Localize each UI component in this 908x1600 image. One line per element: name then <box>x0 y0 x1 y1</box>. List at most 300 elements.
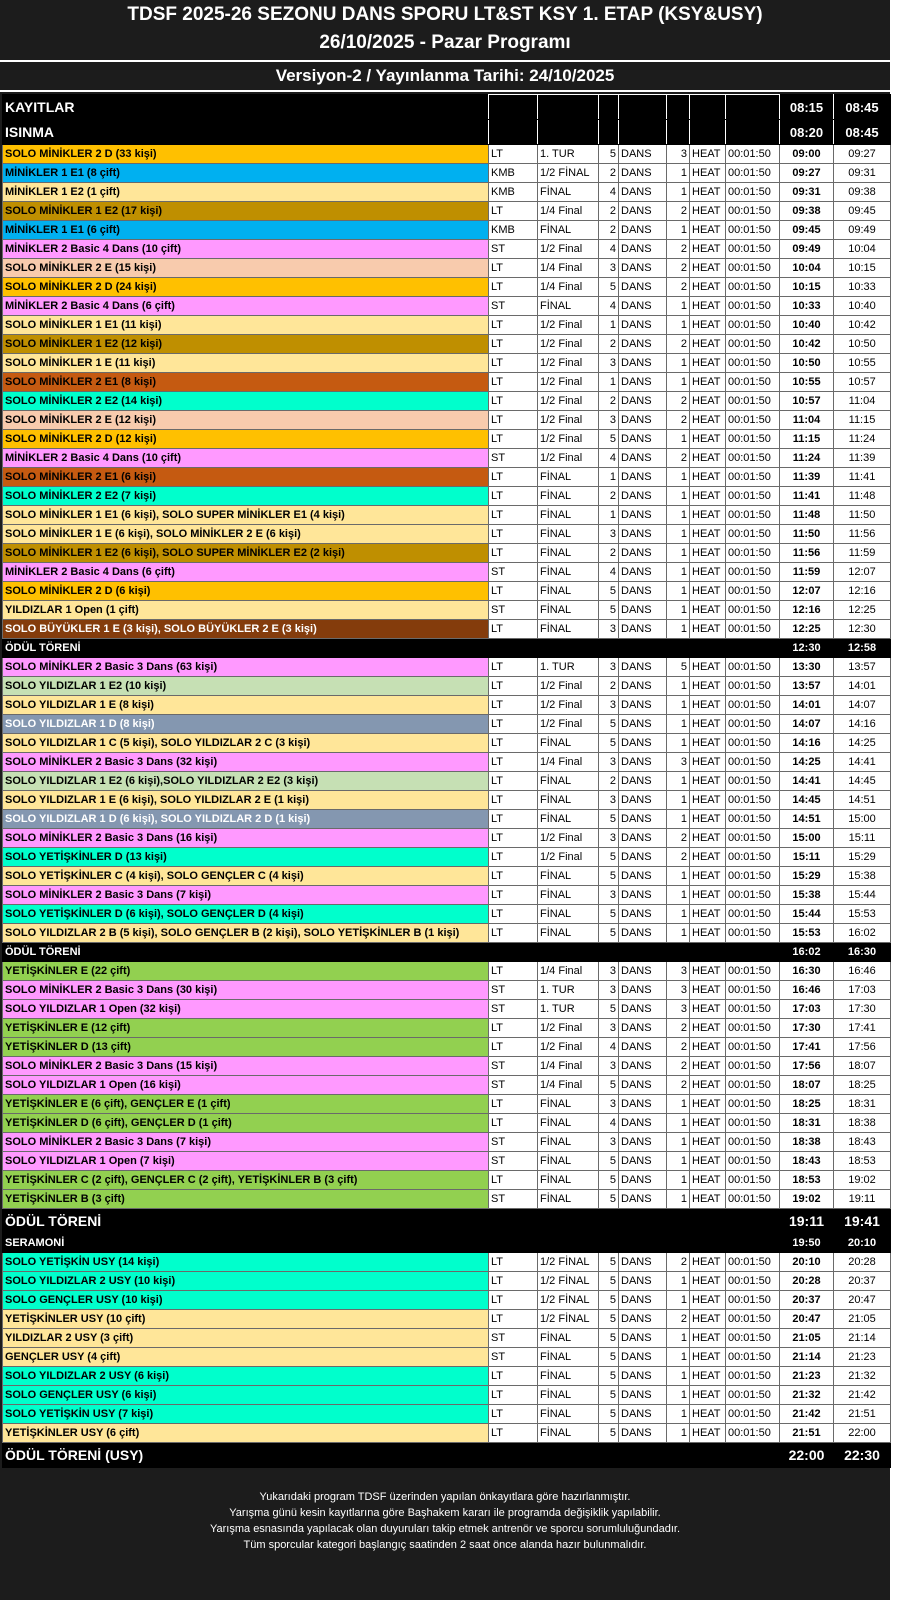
duration-cell: 00:01:50 <box>726 867 780 886</box>
duration-cell: 00:01:50 <box>726 582 780 601</box>
duration-cell: 00:01:50 <box>726 1114 780 1133</box>
page-title: TDSF 2025-26 SEZONU DANS SPORU LT&ST KSY 1. ETAP (KSY&USY) <box>127 4 763 25</box>
heat-label: HEAT <box>690 677 726 696</box>
category-name: SOLO YILDIZLAR 1 E (6 kişi), SOLO YILDIZLAR 2 E (1 kişi) <box>3 791 489 810</box>
heat-label: HEAT <box>690 810 726 829</box>
heat-label: HEAT <box>690 905 726 924</box>
start-time: 22:00 <box>780 1443 834 1468</box>
dance-label: DANS <box>619 848 667 867</box>
empty-cell <box>538 95 599 120</box>
start-time: 16:30 <box>780 962 834 981</box>
dance-count: 5 <box>599 1424 619 1443</box>
category-name: SOLO MİNİKLER 2 E2 (7 kişi) <box>3 487 489 506</box>
round-cell: FİNAL <box>538 924 599 943</box>
duration-cell: 00:01:50 <box>726 259 780 278</box>
duration-cell: 00:01:50 <box>726 1253 780 1272</box>
empty-cell <box>690 120 726 145</box>
dance-count: 5 <box>599 145 619 164</box>
heat-count: 1 <box>667 1329 690 1348</box>
round-cell: FİNAL <box>538 905 599 924</box>
schedule-row <box>3 677 891 696</box>
end-time: 22:00 <box>834 1424 891 1443</box>
style-cell: LT <box>489 544 538 563</box>
duration-cell: 00:01:50 <box>726 848 780 867</box>
category-name: SOLO MİNİKLER 2 E1 (6 kişi) <box>3 468 489 487</box>
dance-count: 2 <box>599 221 619 240</box>
duration-cell: 00:01:50 <box>726 1095 780 1114</box>
schedule-row <box>3 240 891 259</box>
heat-label: HEAT <box>690 259 726 278</box>
start-time: 11:56 <box>780 544 834 563</box>
category-name: SOLO YILDIZLAR 1 C (5 kişi), SOLO YILDIZLAR 2 C (3 kişi) <box>3 734 489 753</box>
schedule-row <box>3 221 891 240</box>
style-cell: ST <box>489 1000 538 1019</box>
dance-label: DANS <box>619 924 667 943</box>
heat-label: HEAT <box>690 1367 726 1386</box>
end-time: 14:41 <box>834 753 891 772</box>
end-time: 14:07 <box>834 696 891 715</box>
dance-count: 2 <box>599 202 619 221</box>
duration-cell: 00:01:50 <box>726 1133 780 1152</box>
round-cell: 1. TUR <box>538 658 599 677</box>
schedule-row <box>3 1000 891 1019</box>
category-name: SOLO MİNİKLER 1 E1 (6 kişi), SOLO SUPER MİNİKLER E1 (4 kişi) <box>3 506 489 525</box>
heat-count: 1 <box>667 620 690 639</box>
heat-count: 1 <box>667 164 690 183</box>
heat-count: 1 <box>667 715 690 734</box>
dance-label: DANS <box>619 1095 667 1114</box>
schedule-row <box>3 259 891 278</box>
round-cell: 1/4 Final <box>538 1057 599 1076</box>
round-cell: FİNAL <box>538 1386 599 1405</box>
heat-label: HEAT <box>690 487 726 506</box>
schedule-row <box>3 430 891 449</box>
round-cell: FİNAL <box>538 544 599 563</box>
dance-count: 4 <box>599 449 619 468</box>
duration-cell: 00:01:50 <box>726 411 780 430</box>
dance-label: DANS <box>619 601 667 620</box>
dance-label: DANS <box>619 1424 667 1443</box>
style-cell: LT <box>489 962 538 981</box>
heat-label: HEAT <box>690 962 726 981</box>
start-time: 18:25 <box>780 1095 834 1114</box>
heat-count: 1 <box>667 468 690 487</box>
round-cell: FİNAL <box>538 1095 599 1114</box>
dance-label: DANS <box>619 810 667 829</box>
round-cell: FİNAL <box>538 525 599 544</box>
duration-cell: 00:01:50 <box>726 202 780 221</box>
heat-label: HEAT <box>690 715 726 734</box>
schedule-row <box>3 886 891 905</box>
heat-label: HEAT <box>690 1190 726 1209</box>
heat-label: HEAT <box>690 1386 726 1405</box>
heat-count: 1 <box>667 354 690 373</box>
dance-label: DANS <box>619 1272 667 1291</box>
footer-notes <box>0 1489 890 1553</box>
round-cell: FİNAL <box>538 297 599 316</box>
schedule-row <box>3 696 891 715</box>
dance-label: DANS <box>619 240 667 259</box>
break-row <box>3 1234 891 1253</box>
dance-count: 3 <box>599 259 619 278</box>
category-name: YETİŞKİNLER USY (6 çift) <box>3 1424 489 1443</box>
schedule-row <box>3 1310 891 1329</box>
heat-count: 1 <box>667 1133 690 1152</box>
start-time: 15:11 <box>780 848 834 867</box>
heat-label: HEAT <box>690 1095 726 1114</box>
duration-cell: 00:01:50 <box>726 829 780 848</box>
heat-count: 1 <box>667 791 690 810</box>
dance-count: 2 <box>599 544 619 563</box>
heat-label: HEAT <box>690 620 726 639</box>
dance-label: DANS <box>619 772 667 791</box>
heat-label: HEAT <box>690 354 726 373</box>
heat-count: 2 <box>667 1057 690 1076</box>
duration-cell: 00:01:50 <box>726 1272 780 1291</box>
heat-label: HEAT <box>690 601 726 620</box>
dance-count: 3 <box>599 1057 619 1076</box>
start-time: 18:53 <box>780 1171 834 1190</box>
dance-label: DANS <box>619 582 667 601</box>
heat-count: 2 <box>667 392 690 411</box>
end-time: 20:28 <box>834 1253 891 1272</box>
start-time: 13:30 <box>780 658 834 677</box>
end-time: 21:42 <box>834 1386 891 1405</box>
end-time: 08:45 <box>834 95 891 120</box>
end-time: 12:30 <box>834 620 891 639</box>
end-time: 20:10 <box>834 1234 891 1253</box>
start-time: 15:44 <box>780 905 834 924</box>
duration-cell: 00:01:50 <box>726 810 780 829</box>
category-name: SOLO YILDIZLAR 1 D (8 kişi) <box>3 715 489 734</box>
break-title: ÖDÜL TÖRENİ (USY) <box>3 1443 780 1468</box>
schedule-row <box>3 658 891 677</box>
duration-cell: 00:01:50 <box>726 392 780 411</box>
heat-count: 1 <box>667 183 690 202</box>
category-name: SOLO MİNİKLER 1 E2 (12 kişi) <box>3 335 489 354</box>
schedule-row <box>3 1190 891 1209</box>
dance-label: DANS <box>619 183 667 202</box>
heat-label: HEAT <box>690 449 726 468</box>
end-time: 21:05 <box>834 1310 891 1329</box>
schedule-row <box>3 1405 891 1424</box>
heat-count: 1 <box>667 696 690 715</box>
dance-count: 5 <box>599 1190 619 1209</box>
category-name: SOLO YILDIZLAR 2 USY (6 kişi) <box>3 1367 489 1386</box>
heat-label: HEAT <box>690 1272 726 1291</box>
style-cell: LT <box>489 810 538 829</box>
duration-cell: 00:01:50 <box>726 1329 780 1348</box>
heat-label: HEAT <box>690 1329 726 1348</box>
round-cell: 1/2 Final <box>538 848 599 867</box>
dance-count: 5 <box>599 601 619 620</box>
duration-cell: 00:01:50 <box>726 449 780 468</box>
category-name: SOLO MİNİKLER 1 E2 (6 kişi), SOLO SUPER MİNİKLER E2 (2 kişi) <box>3 544 489 563</box>
empty-cell <box>726 120 780 145</box>
start-time: 17:30 <box>780 1019 834 1038</box>
end-time: 16:30 <box>834 943 891 962</box>
end-time: 17:03 <box>834 981 891 1000</box>
dance-label: DANS <box>619 335 667 354</box>
start-time: 11:04 <box>780 411 834 430</box>
dance-label: DANS <box>619 1386 667 1405</box>
dance-count: 4 <box>599 1038 619 1057</box>
start-time: 08:20 <box>780 120 834 145</box>
round-cell: 1/4 Final <box>538 278 599 297</box>
start-time: 11:15 <box>780 430 834 449</box>
schedule-row <box>3 962 891 981</box>
round-cell: FİNAL <box>538 468 599 487</box>
duration-cell: 00:01:50 <box>726 183 780 202</box>
style-cell: LT <box>489 1253 538 1272</box>
end-time: 19:02 <box>834 1171 891 1190</box>
start-time: 11:41 <box>780 487 834 506</box>
category-name: YETİŞKİNLER E (6 çift), GENÇLER E (1 çift) <box>3 1095 489 1114</box>
schedule-row <box>3 1253 891 1272</box>
heat-count: 1 <box>667 810 690 829</box>
start-time: 14:16 <box>780 734 834 753</box>
style-cell: LT <box>489 1291 538 1310</box>
category-name: SOLO YILDIZLAR 1 E (8 kişi) <box>3 696 489 715</box>
round-cell: FİNAL <box>538 1348 599 1367</box>
dance-count: 5 <box>599 430 619 449</box>
heat-count: 1 <box>667 677 690 696</box>
dance-count: 5 <box>599 1367 619 1386</box>
heat-count: 1 <box>667 430 690 449</box>
heat-label: HEAT <box>690 544 726 563</box>
dance-count: 3 <box>599 658 619 677</box>
end-time: 18:07 <box>834 1057 891 1076</box>
break-title: ÖDÜL TÖRENİ <box>3 943 780 962</box>
heat-label: HEAT <box>690 1253 726 1272</box>
style-cell: LT <box>489 1114 538 1133</box>
schedule-row <box>3 867 891 886</box>
heat-count: 2 <box>667 1019 690 1038</box>
heat-count: 1 <box>667 487 690 506</box>
duration-cell: 00:01:50 <box>726 525 780 544</box>
heat-label: HEAT <box>690 981 726 1000</box>
category-name: SOLO YILDIZLAR 1 E2 (10 kişi) <box>3 677 489 696</box>
category-name: SOLO GENÇLER USY (6 kişi) <box>3 1386 489 1405</box>
end-time: 18:43 <box>834 1133 891 1152</box>
start-time: 14:07 <box>780 715 834 734</box>
heat-label: HEAT <box>690 848 726 867</box>
round-cell: FİNAL <box>538 1152 599 1171</box>
heat-label: HEAT <box>690 1038 726 1057</box>
end-time: 22:30 <box>834 1443 891 1468</box>
round-cell: 1/4 Final <box>538 259 599 278</box>
style-cell: LT <box>489 373 538 392</box>
start-time: 12:16 <box>780 601 834 620</box>
heat-count: 2 <box>667 1076 690 1095</box>
schedule-row <box>3 1386 891 1405</box>
end-time: 10:15 <box>834 259 891 278</box>
duration-cell: 00:01:50 <box>726 430 780 449</box>
schedule-row <box>3 506 891 525</box>
style-cell: LT <box>489 1095 538 1114</box>
schedule-row <box>3 183 891 202</box>
start-time: 08:15 <box>780 95 834 120</box>
heat-count: 1 <box>667 1114 690 1133</box>
start-time: 21:05 <box>780 1329 834 1348</box>
dance-count: 2 <box>599 392 619 411</box>
schedule-row <box>3 620 891 639</box>
style-cell: LT <box>489 715 538 734</box>
start-time: 09:49 <box>780 240 834 259</box>
duration-cell: 00:01:50 <box>726 1386 780 1405</box>
start-time: 20:47 <box>780 1310 834 1329</box>
dance-label: DANS <box>619 392 667 411</box>
heat-label: HEAT <box>690 411 726 430</box>
category-name: SOLO MİNİKLER 1 E1 (11 kişi) <box>3 316 489 335</box>
empty-cell <box>690 95 726 120</box>
duration-cell: 00:01:50 <box>726 772 780 791</box>
style-cell: ST <box>489 449 538 468</box>
style-cell: LT <box>489 1424 538 1443</box>
start-time: 20:37 <box>780 1291 834 1310</box>
dance-count: 3 <box>599 981 619 1000</box>
schedule-row <box>3 924 891 943</box>
end-time: 19:11 <box>834 1190 891 1209</box>
start-time: 18:38 <box>780 1133 834 1152</box>
style-cell: LT <box>489 696 538 715</box>
category-name: SOLO YETİŞKİN USY (14 kişi) <box>3 1253 489 1272</box>
round-cell: FİNAL <box>538 582 599 601</box>
end-time: 11:04 <box>834 392 891 411</box>
category-name: SOLO MİNİKLER 2 Basic 3 Dans (16 kişi) <box>3 829 489 848</box>
header-divider <box>0 90 890 92</box>
dance-count: 5 <box>599 278 619 297</box>
duration-cell: 00:01:50 <box>726 696 780 715</box>
start-time: 09:27 <box>780 164 834 183</box>
start-time: 14:41 <box>780 772 834 791</box>
style-cell: LT <box>489 1019 538 1038</box>
duration-cell: 00:01:50 <box>726 544 780 563</box>
dance-count: 5 <box>599 1000 619 1019</box>
heat-count: 2 <box>667 411 690 430</box>
heat-count: 2 <box>667 1253 690 1272</box>
style-cell: LT <box>489 259 538 278</box>
end-time: 21:14 <box>834 1329 891 1348</box>
round-cell: 1/2 Final <box>538 411 599 430</box>
round-cell: 1/2 Final <box>538 335 599 354</box>
heat-label: HEAT <box>690 1076 726 1095</box>
style-cell: ST <box>489 981 538 1000</box>
round-cell: FİNAL <box>538 867 599 886</box>
schedule-row <box>3 278 891 297</box>
schedule-row <box>3 1038 891 1057</box>
heat-label: HEAT <box>690 240 726 259</box>
end-time: 11:15 <box>834 411 891 430</box>
category-name: SOLO MİNİKLER 2 Basic 3 Dans (63 kişi) <box>3 658 489 677</box>
category-name: SOLO YETİŞKİN USY (7 kişi) <box>3 1405 489 1424</box>
break-row <box>3 1443 891 1468</box>
schedule-row <box>3 354 891 373</box>
end-time: 15:44 <box>834 886 891 905</box>
category-name: SOLO YETİŞKİNLER C (4 kişi), SOLO GENÇLER C (4 kişi) <box>3 867 489 886</box>
style-cell: LT <box>489 1405 538 1424</box>
category-name: MİNİKLER 2 Basic 4 Dans (6 çift) <box>3 563 489 582</box>
header-divider <box>0 60 890 62</box>
duration-cell: 00:01:50 <box>726 354 780 373</box>
dance-label: DANS <box>619 715 667 734</box>
dance-label: DANS <box>619 525 667 544</box>
category-name: YETİŞKİNLER C (2 çift), GENÇLER C (2 çift), YETİŞKİNLER B (3 çift) <box>3 1171 489 1190</box>
end-time: 15:53 <box>834 905 891 924</box>
style-cell: LT <box>489 658 538 677</box>
category-name: SOLO GENÇLER USY (10 kişi) <box>3 1291 489 1310</box>
start-time: 21:51 <box>780 1424 834 1443</box>
style-cell: LT <box>489 677 538 696</box>
category-name: SOLO YILDIZLAR 1 Open (16 kişi) <box>3 1076 489 1095</box>
start-time: 20:10 <box>780 1253 834 1272</box>
end-time: 16:02 <box>834 924 891 943</box>
heat-count: 1 <box>667 582 690 601</box>
duration-cell: 00:01:50 <box>726 1348 780 1367</box>
end-time: 13:57 <box>834 658 891 677</box>
round-cell: 1/2 Final <box>538 1038 599 1057</box>
heat-label: HEAT <box>690 772 726 791</box>
end-time: 11:41 <box>834 468 891 487</box>
heat-count: 1 <box>667 1424 690 1443</box>
dance-label: DANS <box>619 1000 667 1019</box>
duration-cell: 00:01:50 <box>726 221 780 240</box>
dance-label: DANS <box>619 221 667 240</box>
heat-count: 1 <box>667 867 690 886</box>
schedule-row <box>3 525 891 544</box>
duration-cell: 00:01:50 <box>726 1038 780 1057</box>
category-name: YETİŞKİNLER E (22 çift) <box>3 962 489 981</box>
duration-cell: 00:01:50 <box>726 1171 780 1190</box>
dance-count: 5 <box>599 715 619 734</box>
end-time: 18:31 <box>834 1095 891 1114</box>
heat-count: 1 <box>667 1152 690 1171</box>
dance-count: 3 <box>599 696 619 715</box>
dance-label: DANS <box>619 829 667 848</box>
heat-count: 1 <box>667 297 690 316</box>
dance-count: 5 <box>599 1272 619 1291</box>
dance-label: DANS <box>619 677 667 696</box>
dance-label: DANS <box>619 867 667 886</box>
style-cell: LT <box>489 582 538 601</box>
schedule-row <box>3 1291 891 1310</box>
dance-label: DANS <box>619 1038 667 1057</box>
dance-count: 1 <box>599 316 619 335</box>
duration-cell: 00:01:50 <box>726 164 780 183</box>
style-cell: LT <box>489 468 538 487</box>
dance-count: 2 <box>599 677 619 696</box>
category-name: SOLO MİNİKLER 2 Basic 3 Dans (32 kişi) <box>3 753 489 772</box>
category-name: SOLO MİNİKLER 2 Basic 3 Dans (30 kişi) <box>3 981 489 1000</box>
start-time: 19:50 <box>780 1234 834 1253</box>
style-cell: LT <box>489 525 538 544</box>
heat-label: HEAT <box>690 658 726 677</box>
start-time: 17:56 <box>780 1057 834 1076</box>
category-name: SOLO YILDIZLAR 1 Open (32 kişi) <box>3 1000 489 1019</box>
dance-count: 5 <box>599 1171 619 1190</box>
end-time: 15:29 <box>834 848 891 867</box>
round-cell: FİNAL <box>538 1133 599 1152</box>
end-time: 14:25 <box>834 734 891 753</box>
section-header-row <box>3 95 891 120</box>
style-cell: LT <box>489 411 538 430</box>
dance-label: DANS <box>619 1310 667 1329</box>
heat-count: 1 <box>667 221 690 240</box>
duration-cell: 00:01:50 <box>726 1057 780 1076</box>
dance-label: DANS <box>619 411 667 430</box>
style-cell: LT <box>489 1310 538 1329</box>
category-name: SOLO YETİŞKİNLER D (13 kişi) <box>3 848 489 867</box>
